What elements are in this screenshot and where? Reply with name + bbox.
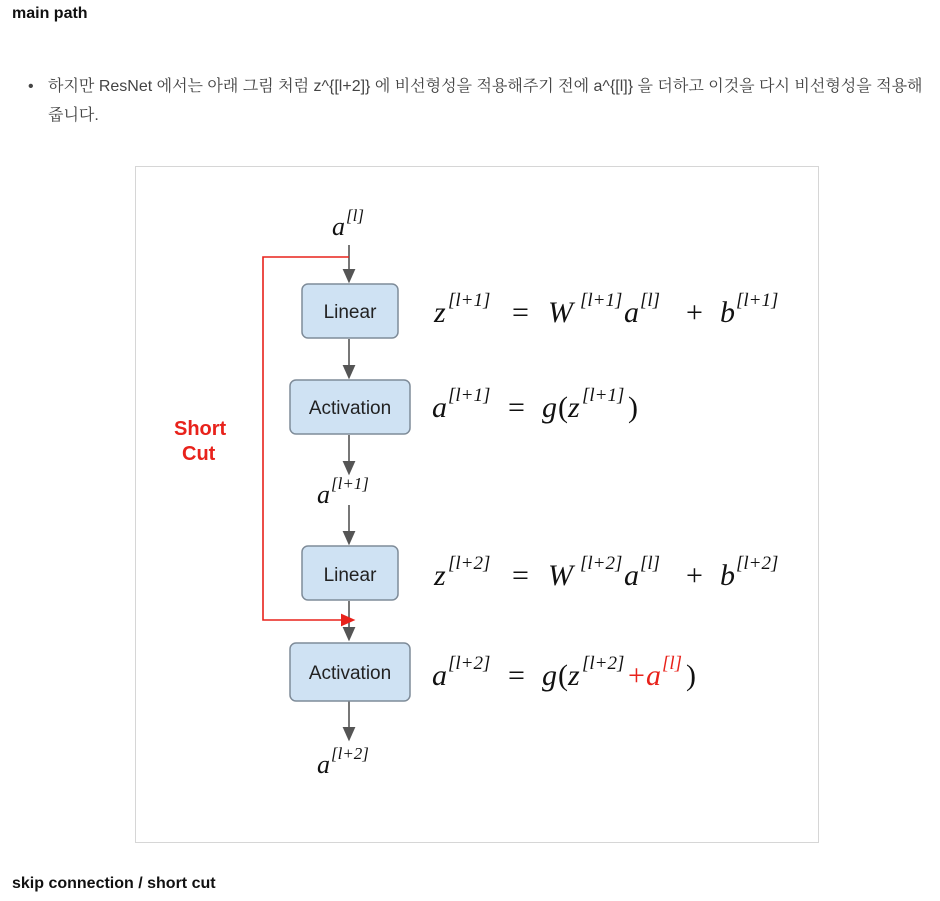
svg-text:b: b — [720, 296, 735, 329]
svg-text:z: z — [434, 296, 446, 329]
bullet-marker: • — [28, 78, 34, 95]
svg-text:a: a — [317, 480, 330, 509]
equation-activation-1 — [432, 385, 638, 424]
svg-text:[l]: [l] — [662, 653, 683, 674]
svg-text:a: a — [646, 659, 661, 692]
resnet-block-diagram — [136, 167, 820, 844]
activation-box-2 — [290, 643, 410, 701]
svg-text:a: a — [432, 391, 447, 424]
svg-text:a: a — [624, 559, 639, 592]
svg-text:a: a — [624, 296, 639, 329]
svg-text:W: W — [548, 559, 573, 592]
input-label-a-l — [332, 206, 364, 241]
linear-box-2 — [302, 546, 398, 600]
svg-text:[l+2]: [l+2] — [580, 553, 623, 574]
activation-box-2-label: Activation — [308, 663, 392, 684]
svg-text:b: b — [720, 559, 735, 592]
activation-box-1-label: Activation — [308, 398, 392, 419]
bullet-paragraph — [28, 72, 933, 130]
linear-box-1-label: Linear — [323, 302, 377, 323]
svg-text:[l]: [l] — [346, 206, 364, 225]
linear-box-2-label: Linear — [323, 565, 377, 586]
svg-text:+: + — [686, 296, 703, 329]
svg-text:z: z — [568, 391, 580, 424]
equation-linear-1 — [433, 290, 778, 329]
svg-text:=: = — [508, 391, 525, 424]
svg-text:a: a — [432, 659, 447, 692]
linear-box-1 — [302, 284, 398, 338]
svg-text:a: a — [332, 212, 345, 241]
svg-text:[l+1]: [l+1] — [448, 385, 491, 406]
shortcut-label-line1: Short — [174, 418, 227, 440]
svg-text:z: z — [434, 559, 446, 592]
svg-text:(: ( — [558, 659, 568, 692]
svg-text:[l+1]: [l+1] — [582, 385, 625, 406]
svg-text:): ) — [628, 391, 638, 424]
svg-text:[l]: [l] — [640, 290, 661, 311]
svg-text:=: = — [508, 659, 525, 692]
equation-activation-2 — [432, 653, 696, 692]
svg-text:[l+2]: [l+2] — [582, 653, 625, 674]
shortcut-label-line2: Cut — [182, 443, 216, 465]
svg-text:[l+1]: [l+1] — [580, 290, 623, 311]
svg-text:W: W — [548, 296, 573, 329]
svg-text:(: ( — [558, 391, 568, 424]
svg-text:=: = — [512, 296, 529, 329]
svg-text:g: g — [542, 659, 557, 692]
svg-text:[l+1]: [l+1] — [448, 290, 491, 311]
svg-text:+: + — [686, 559, 703, 592]
resnet-block-figure — [135, 166, 819, 843]
bullet-text: 하지만 ResNet 에서는 아래 그림 처럼 z^{[l+2]} 에 비선형성을 적용해주기 전에 a^{[l]} 을 더하고 이것을 다시 비선형성을 적용해줍니다. — [48, 78, 923, 124]
svg-text:z: z — [568, 659, 580, 692]
output-label-a-l2 — [317, 744, 369, 779]
svg-text:[l+2]: [l+2] — [448, 553, 491, 574]
svg-text:[l+2]: [l+2] — [448, 653, 491, 674]
svg-text:[l]: [l] — [640, 553, 661, 574]
svg-text:a: a — [317, 750, 330, 779]
svg-text:[l+1]: [l+1] — [331, 474, 369, 493]
section-heading-skip-connection: skip connection / short cut — [12, 875, 216, 892]
activation-box-1 — [290, 380, 410, 434]
svg-text:g: g — [542, 391, 557, 424]
svg-text:[l+2]: [l+2] — [736, 553, 779, 574]
svg-text:[l+2]: [l+2] — [331, 744, 369, 763]
section-heading-main-path: main path — [12, 5, 88, 22]
equation-linear-2 — [433, 553, 778, 592]
intermediate-label-a-l1 — [317, 474, 369, 509]
svg-text:[l+1]: [l+1] — [736, 290, 779, 311]
svg-text:=: = — [512, 559, 529, 592]
svg-text:+: + — [628, 659, 645, 692]
svg-text:): ) — [686, 659, 696, 692]
